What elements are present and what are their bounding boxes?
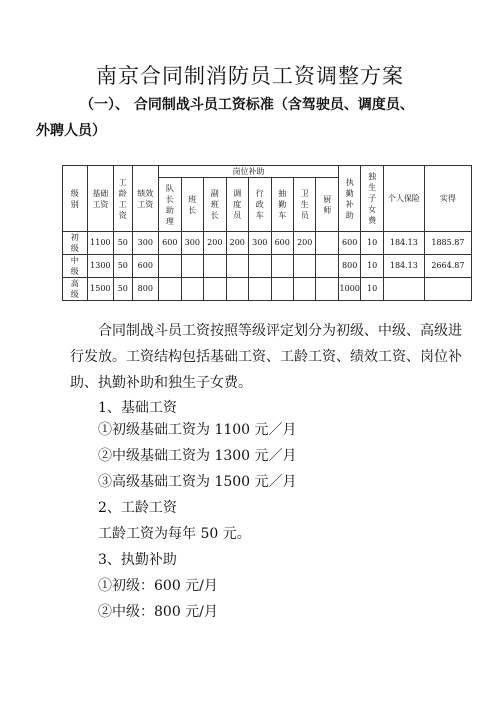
header-base: 基础工资 [87,166,114,232]
section-heading-line1: （一）、 合同制战斗员工资标准（含驾驶员、调度员、 [80,97,414,113]
header-grade: 级别 [63,166,88,232]
cell-post [249,255,271,278]
header-post-3: 调度员 [226,178,248,232]
cell-post [271,278,293,301]
cell-post [271,255,293,278]
line-base-senior: ③高级基础工资为 1500 元／月 [98,474,297,490]
header-post-1: 班长 [181,178,203,232]
cell-child: 10 [361,278,383,301]
cell-grade: 初级 [63,232,88,255]
cell-post [226,278,248,301]
line-seniority: 工龄工资为每年 50 元。 [98,526,251,542]
cell-base: 1300 [87,255,114,278]
cell-insurance: 184.13 [383,232,424,255]
header-post-4: 行政车 [249,178,271,232]
cell-child: 10 [361,232,383,255]
header-post-group: 岗位补助 [159,166,339,178]
cell-perf: 300 [132,232,159,255]
table-row [63,255,472,278]
cell-post [226,255,248,278]
header-insurance: 个人保险 [383,166,424,232]
cell-perf: 600 [132,255,159,278]
cell-post: 200 [204,232,226,255]
cell-child: 10 [361,255,383,278]
cell-post: 600 [159,232,181,255]
line-duty-junior: ①初级：600 元/月 [98,578,218,594]
cell-post [316,232,338,255]
cell-post: 300 [181,232,203,255]
header-child: 独生子女费 [361,166,383,232]
cell-actual: 2664.87 [424,255,471,278]
cell-seniority: 50 [114,255,132,278]
cell-post: 300 [249,232,271,255]
cell-duty: 1000 [338,278,360,301]
cell-post [159,255,181,278]
paragraph-intro: 合同制战斗员工资按照等级评定划分为初级、中级、高级进行发放。工资结构包括基础工资、工龄工资、绩效工资、岗位补助、执勤补助和独生子女费。 [70,323,462,391]
cell-insurance: 184.13 [383,255,424,278]
cell-post [204,278,226,301]
cell-post: 200 [293,232,315,255]
line-duty-middle: ②中级：800 元/月 [98,604,218,620]
cell-duty: 800 [338,255,360,278]
header-post-5: 抽勤车 [271,178,293,232]
cell-post: 200 [226,232,248,255]
cell-post [181,278,203,301]
line-base-middle: ②中级基础工资为 1300 元／月 [98,448,297,464]
cell-post [204,255,226,278]
section-heading-line2: 外聘人员） [36,123,106,139]
table-row [63,232,472,255]
heading-seniority: 2、工龄工资 [98,500,177,516]
line-base-junior: ①初级基础工资为 1100 元／月 [98,422,297,438]
cell-grade: 高级 [63,278,88,301]
salary-table [62,165,472,301]
document-title: 南京合同制消防员工资调整方案 [96,64,404,88]
table-row [63,278,472,301]
cell-insurance [383,278,424,301]
cell-post [181,255,203,278]
cell-base: 1100 [87,232,114,255]
cell-actual: 1885.87 [424,232,471,255]
cell-post [293,255,315,278]
header-actual: 实得 [424,166,471,232]
header-post-2: 副班长 [204,178,226,232]
header-post-0: 队长助理 [159,178,181,232]
cell-seniority: 50 [114,278,132,301]
cell-post [316,278,338,301]
cell-actual [424,278,471,301]
cell-post [316,255,338,278]
cell-post [293,278,315,301]
header-post-6: 卫生员 [293,178,315,232]
header-duty: 执勤补助 [338,166,360,232]
cell-seniority: 50 [114,232,132,255]
header-perf: 绩效工资 [132,166,159,232]
cell-post: 600 [271,232,293,255]
header-post-7: 厨师 [316,178,338,232]
header-seniority: 工龄工资 [114,166,132,232]
cell-post [249,278,271,301]
heading-base-salary: 1、基础工资 [98,400,177,416]
cell-perf: 800 [132,278,159,301]
heading-duty: 3、执勤补助 [98,552,177,568]
cell-grade: 中级 [63,255,88,278]
cell-base: 1500 [87,278,114,301]
cell-post [159,278,181,301]
cell-duty: 600 [338,232,360,255]
